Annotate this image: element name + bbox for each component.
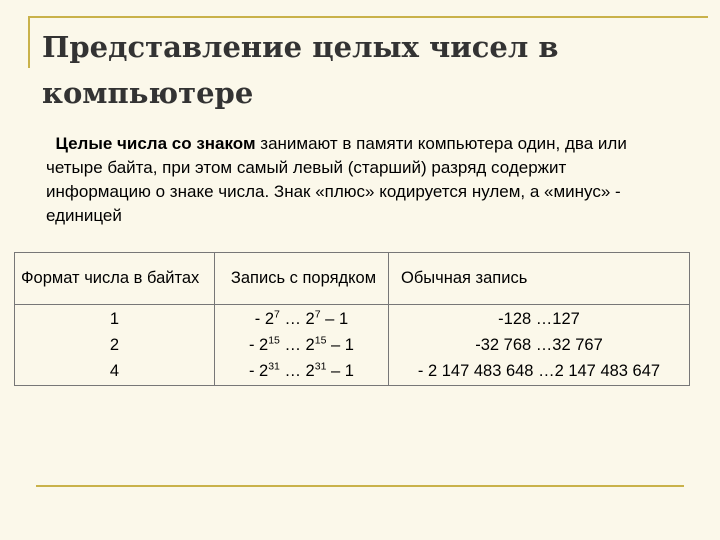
decor-line-left	[28, 16, 30, 68]
decor-line-top	[28, 16, 708, 18]
slide-title: Представление целых чисел в компьютере	[42, 30, 559, 110]
header-plain-notation: Обычная запись	[389, 253, 690, 305]
header-bytes: Формат числа в байтах	[15, 253, 215, 305]
table-body-row	[15, 305, 690, 386]
bytes-cell: 1	[109, 310, 120, 328]
plain-range-column	[389, 305, 690, 386]
paragraph-lead-bold: Целые числа со знаком	[55, 134, 256, 153]
table-header-row	[15, 253, 690, 305]
power-range-column	[214, 305, 388, 386]
plain-range-cell: - 2 147 483 648 …2 147 483 647	[417, 362, 661, 380]
integer-format-table	[14, 252, 690, 386]
decor-line-bottom	[36, 485, 684, 487]
power-range-cell: - $2^7$ … $2^7 - 1$	[254, 308, 349, 328]
plain-range-cell: -32 768 …32 767	[475, 336, 603, 354]
paragraph-text: занимают в памяти компьютера один, два или четыре байта, при этом самый левый (старший) разряд содержит информацию о знаке числа. Знак «плюс» кодируется нулем, а «минус» - единицей	[46, 134, 627, 225]
bytes-column	[15, 305, 215, 386]
power-range-cell: - $2^{31}$ … $2^{31} - 1$	[248, 360, 354, 380]
header-power-notation: Запись с порядком	[214, 253, 388, 305]
bytes-cell: 4	[109, 362, 120, 380]
body-paragraph	[46, 132, 674, 228]
power-range-cell: - $2^{15}$ … $2^{15} - 1$	[248, 334, 354, 354]
plain-range-cell: -128 …127	[498, 310, 580, 328]
bytes-cell: 2	[109, 336, 120, 354]
